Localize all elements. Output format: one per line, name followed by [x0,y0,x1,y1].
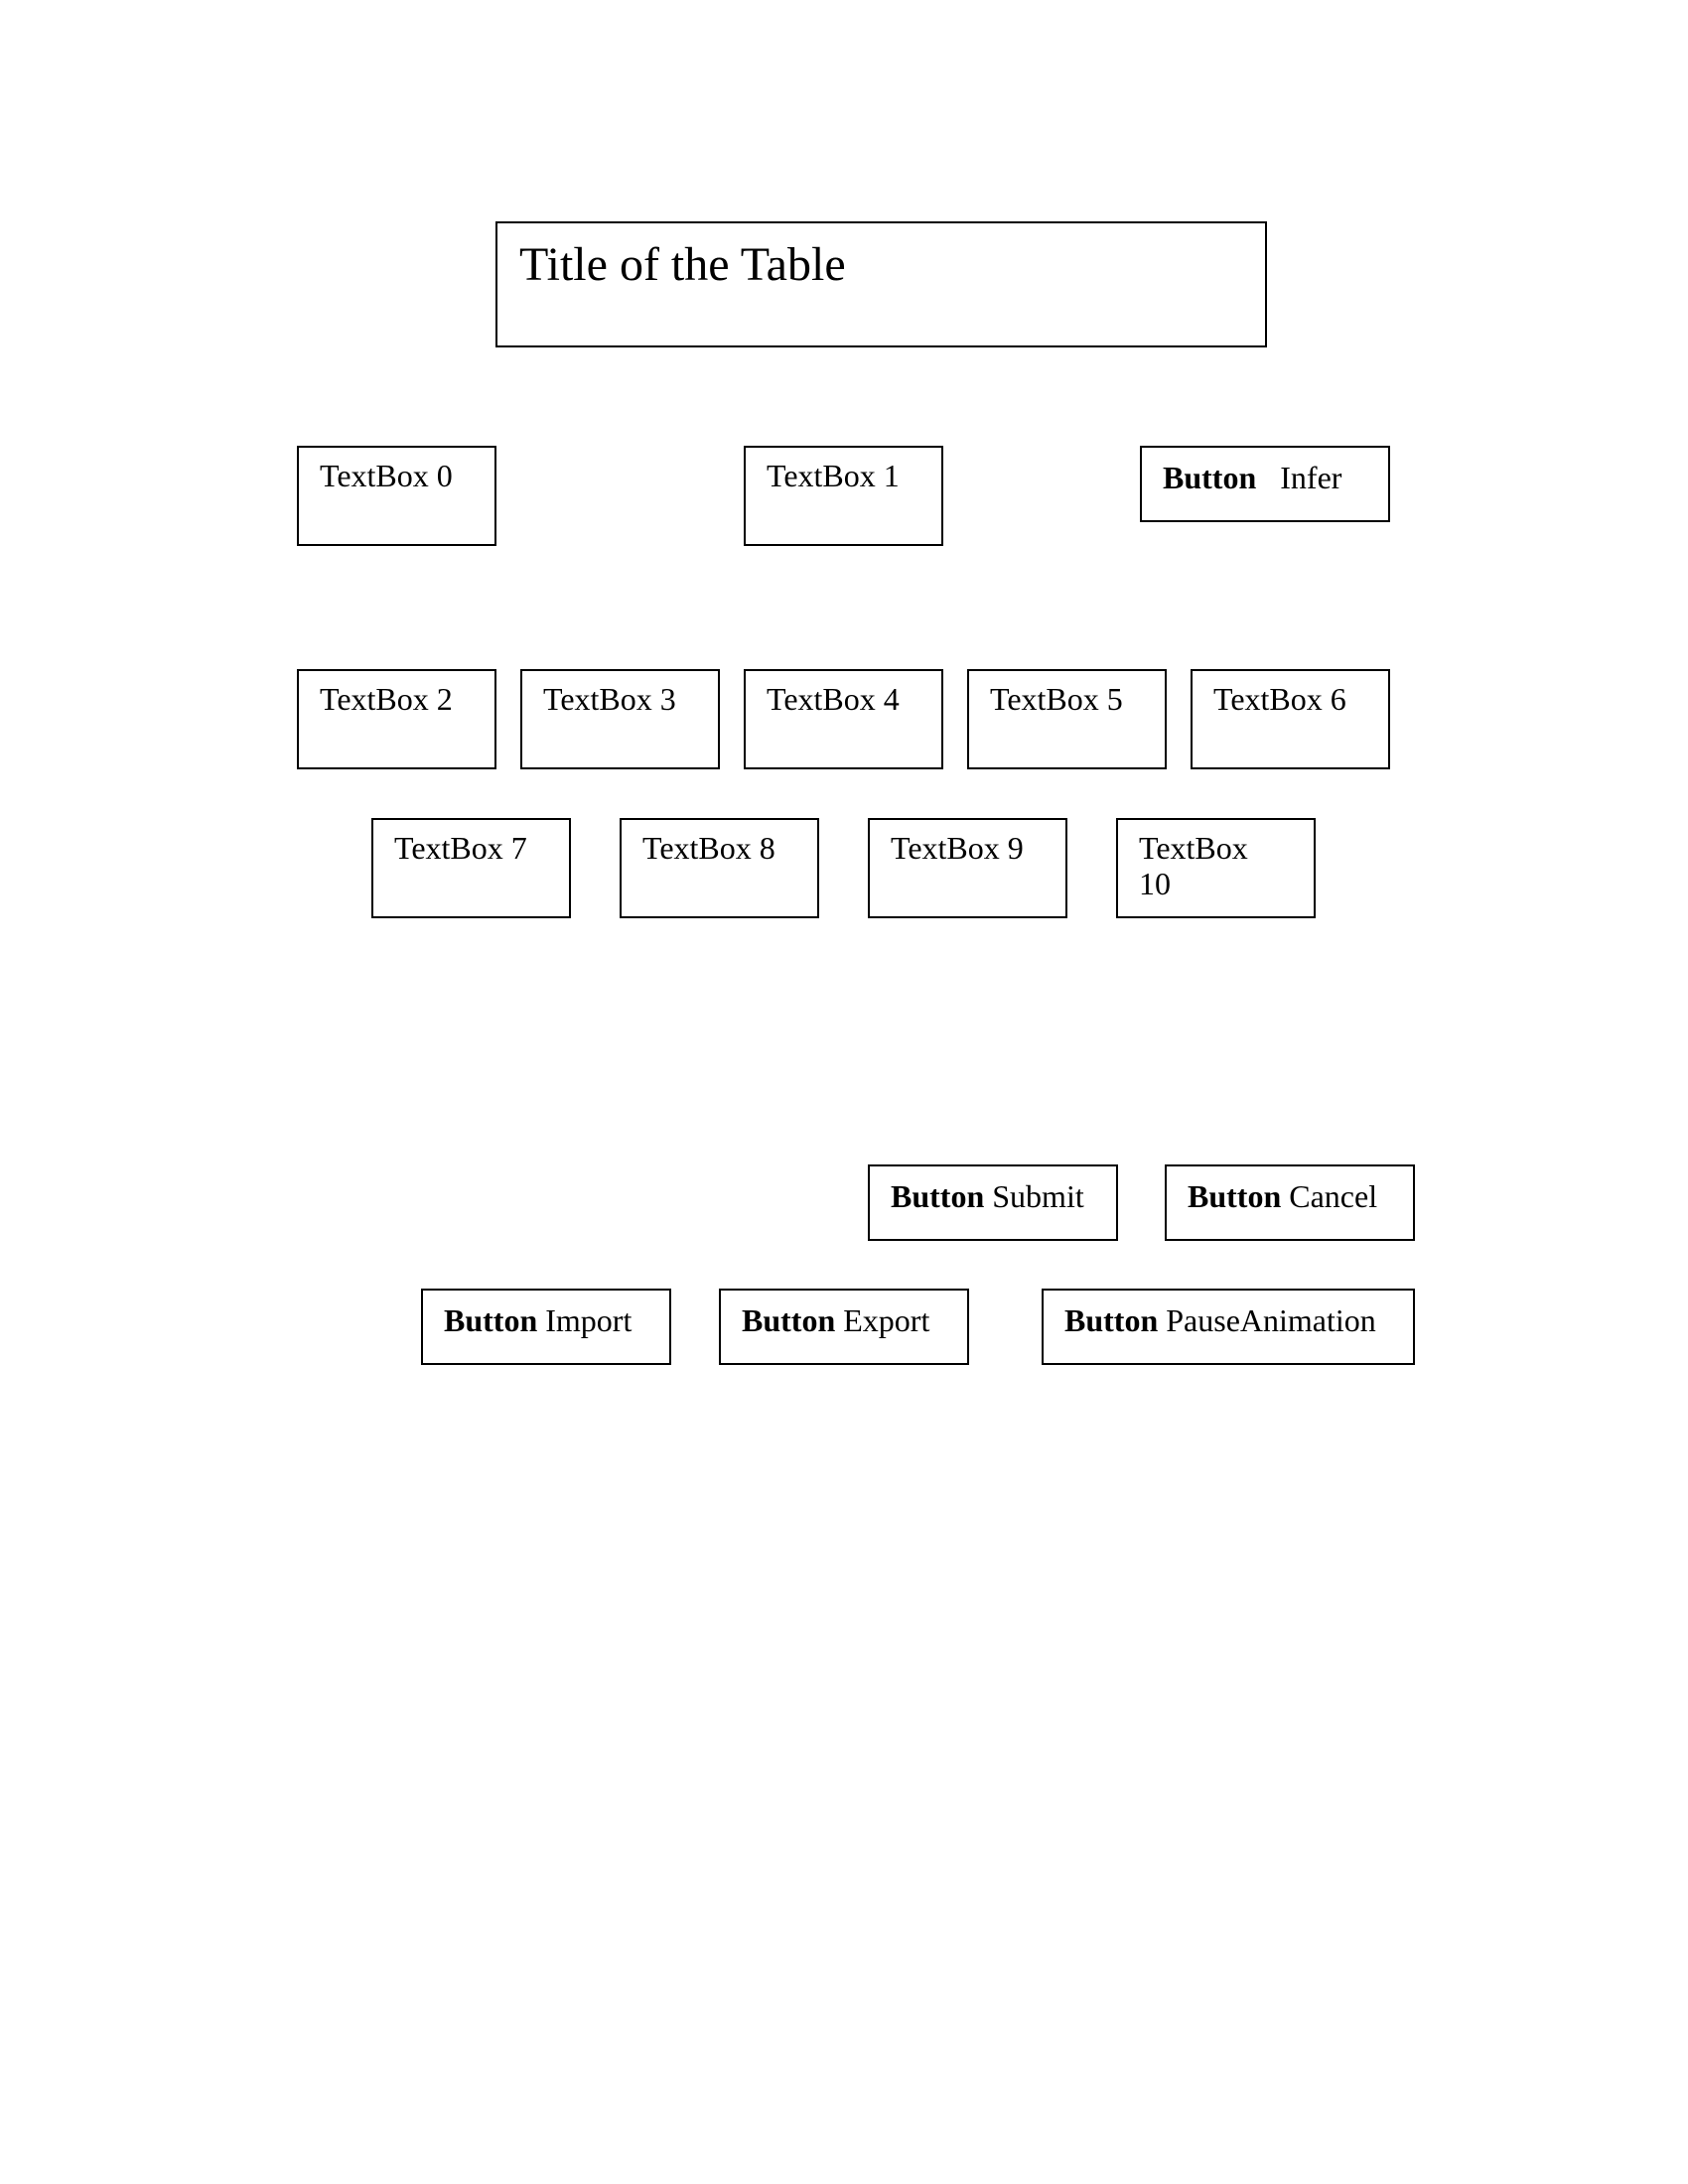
button-type-label: Button [891,1178,985,1214]
textbox-0[interactable]: TextBox 0 [297,446,496,546]
infer-button-label: Infer [1280,460,1342,495]
button-type-label: Button [1163,460,1257,495]
textbox-8[interactable]: TextBox 8 [620,818,819,918]
import-button[interactable] [421,1289,671,1365]
import-button-label: Import [545,1302,633,1338]
textbox-6[interactable]: TextBox 6 [1191,669,1390,769]
textbox-10[interactable]: TextBox 10 [1116,818,1316,918]
textbox-9[interactable]: TextBox 9 [868,818,1067,918]
textbox-3[interactable]: TextBox 3 [520,669,720,769]
table-title: Title of the Table [495,221,1267,347]
export-button-label: Export [843,1302,930,1338]
pause-animation-button[interactable] [1042,1289,1415,1365]
button-type-label: Button [742,1302,836,1338]
submit-button-label: Submit [992,1178,1084,1214]
export-button[interactable] [719,1289,969,1365]
button-type-label: Button [1188,1178,1282,1214]
button-type-label: Button [444,1302,538,1338]
textbox-1[interactable]: TextBox 1 [744,446,943,546]
textbox-7[interactable]: TextBox 7 [371,818,571,918]
submit-button[interactable] [868,1164,1118,1241]
cancel-button-label: Cancel [1289,1178,1378,1214]
textbox-2[interactable]: TextBox 2 [297,669,496,769]
button-type-label: Button [1064,1302,1159,1338]
infer-button[interactable] [1140,446,1390,522]
textbox-4[interactable]: TextBox 4 [744,669,943,769]
cancel-button[interactable] [1165,1164,1415,1241]
textbox-5[interactable]: TextBox 5 [967,669,1167,769]
pause-animation-button-label: PauseAnimation [1166,1302,1376,1338]
